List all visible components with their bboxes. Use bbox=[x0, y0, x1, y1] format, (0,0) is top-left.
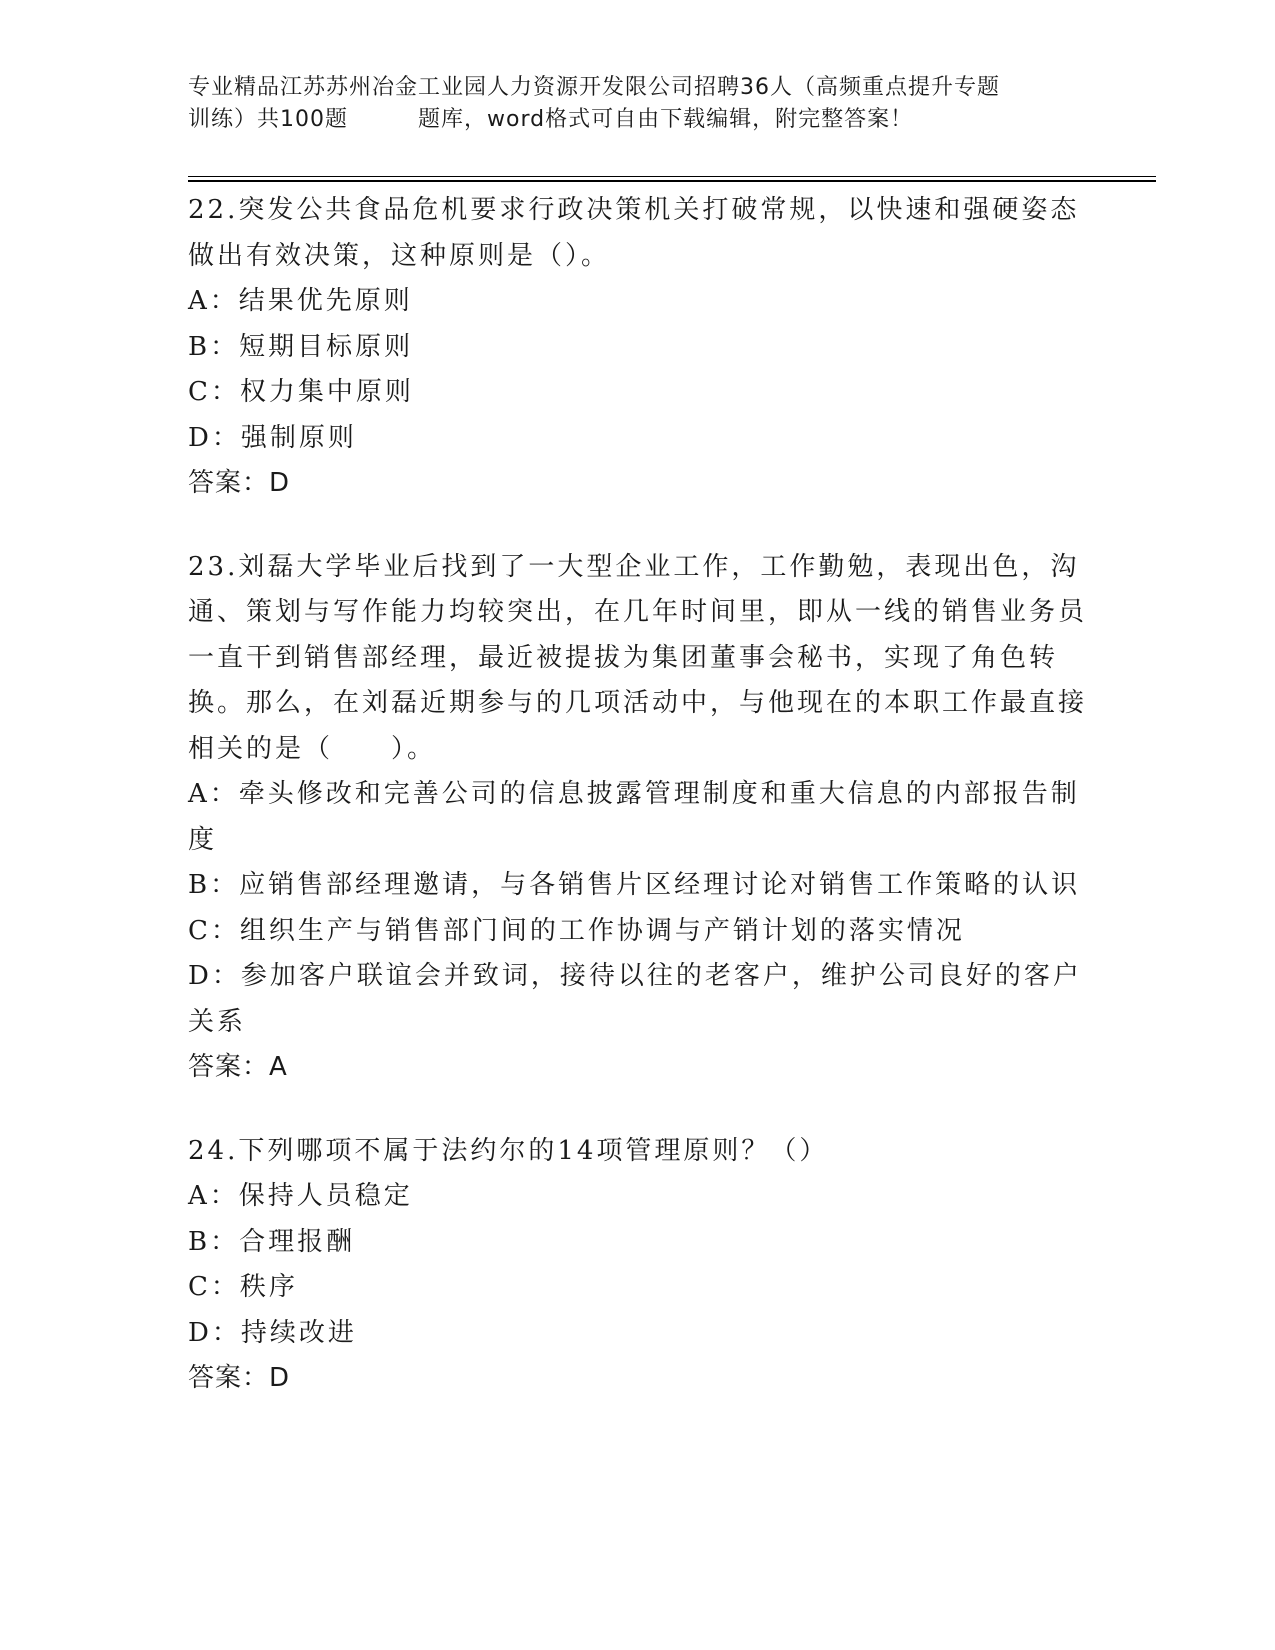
question-stem: 24.下列哪项不属于法约尔的14项管理原则？（） bbox=[188, 1135, 829, 1166]
document-header bbox=[188, 72, 1088, 136]
option-a: A：牵头修改和完善公司的信息披露管理制度和重大信息的内部报告制度 bbox=[188, 779, 1080, 855]
header-divider-thin bbox=[188, 176, 1156, 177]
option-c: C：秩序 bbox=[188, 1272, 298, 1302]
header-title-part-2: 题库，word格式可自由下载编辑，附完整答案！ bbox=[418, 107, 914, 132]
option-a: A：结果优先原则 bbox=[188, 286, 413, 316]
header-title-part-1: 训练）共100题 bbox=[188, 107, 348, 132]
answer-label: 答案： bbox=[188, 1363, 270, 1393]
question-22 bbox=[188, 188, 1088, 507]
option-b: B：应销售部经理邀请，与各销售片区经理讨论对销售工作策略的认识 bbox=[188, 870, 1081, 900]
answer-label: 答案： bbox=[188, 468, 270, 498]
question-list bbox=[188, 188, 1088, 1440]
option-d: D：参加客户联谊会并致词，接待以往的老客户，维护公司良好的客户关系 bbox=[188, 961, 1082, 1037]
answer-value: D bbox=[269, 468, 291, 498]
option-d: D：持续改进 bbox=[188, 1317, 357, 1348]
option-b: B：短期目标原则 bbox=[188, 331, 414, 362]
answer-line bbox=[188, 1045, 1088, 1091]
option-a: A：保持人员稳定 bbox=[188, 1181, 413, 1211]
question-24 bbox=[188, 1129, 1088, 1402]
answer-value: A bbox=[269, 1052, 288, 1082]
question-23 bbox=[188, 545, 1088, 1091]
answer-line bbox=[188, 1356, 1088, 1402]
option-b: B：合理报酬 bbox=[188, 1226, 356, 1257]
question-stem: 22.突发公共食品危机要求行政决策机关打破常规，以快速和强硬姿态做出有效决策，这种原则是（）。 bbox=[188, 195, 1080, 271]
answer-line bbox=[188, 461, 1088, 507]
header-divider-thick bbox=[188, 180, 1156, 182]
answer-label: 答案： bbox=[188, 1052, 270, 1082]
option-d: D：强制原则 bbox=[188, 422, 357, 453]
option-c: C：权力集中原则 bbox=[188, 377, 414, 407]
option-c: C：组织生产与销售部门间的工作协调与产销计划的落实情况 bbox=[188, 915, 965, 946]
header-title-line-1: 专业精品江苏苏州冶金工业园人力资源开发限公司招聘36人（高频重点提升专题 bbox=[188, 75, 1000, 100]
answer-value: D bbox=[269, 1363, 291, 1393]
question-stem: 23.刘磊大学毕业后找到了一大型企业工作，工作勤勉，表现出色，沟通、策划与写作能力均较突出，在几年时间里，即从一线的销售业务员一直干到销售部经理，最近被提拔为集团董事会秘书，实现了角色转换。那么，在刘磊近期参与的几项活动中，与他现在的本职工作最直接相关的是（ ）。 bbox=[188, 551, 1088, 764]
header-title-line-2 bbox=[188, 104, 1088, 136]
